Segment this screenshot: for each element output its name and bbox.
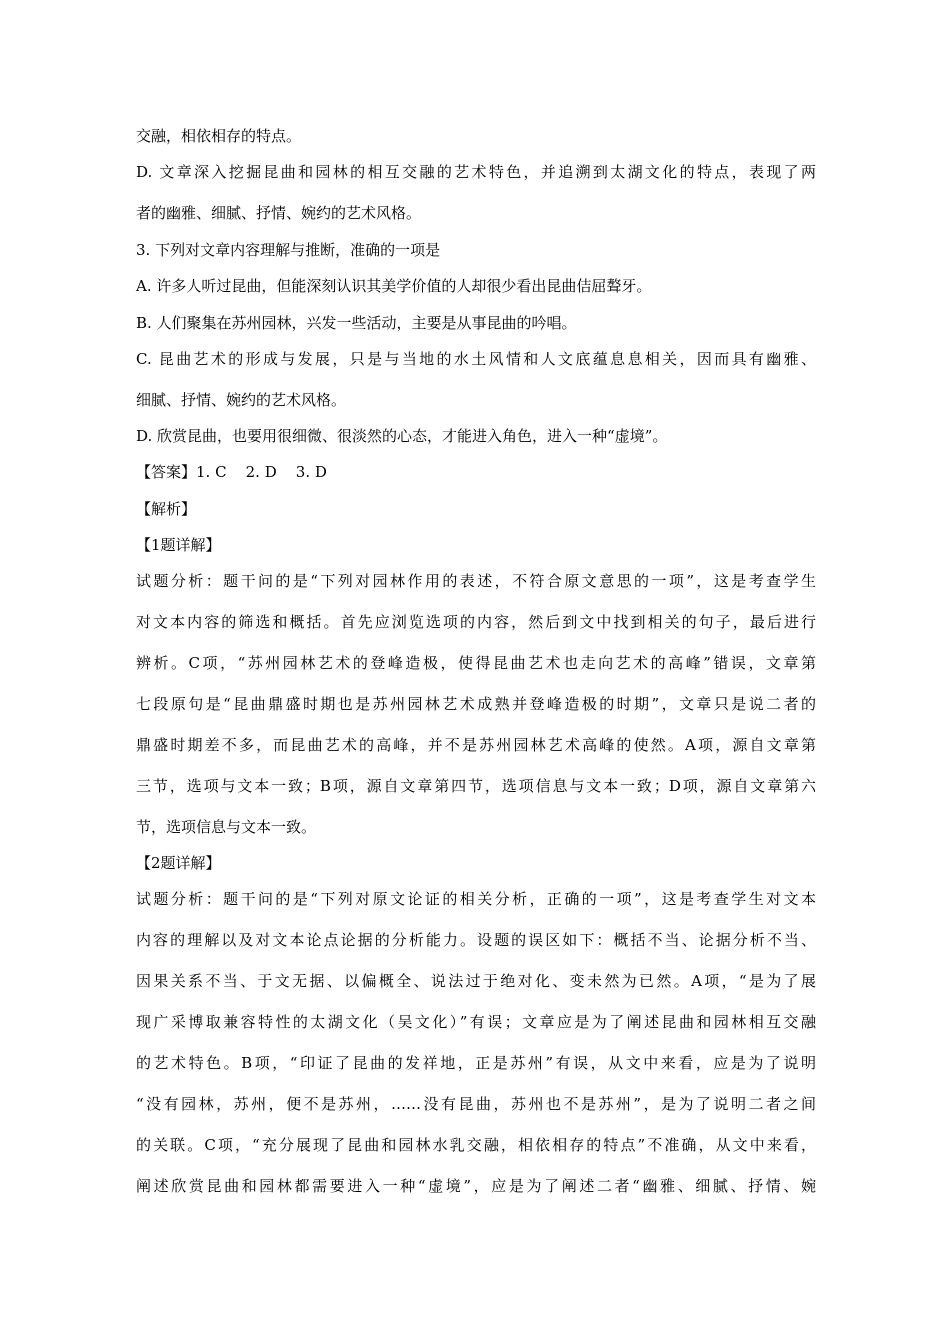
text-line: D. 文章深入挖掘昆曲和园林的相互交融的艺术特色，并追溯到太湖文化的特点，表现了两: [136, 163, 816, 181]
text-line: 者的幽雅、细腻、抒情、婉约的艺术风格。: [136, 204, 422, 222]
detail-heading-2: 【2题详解】: [136, 854, 221, 872]
option-a: A. 许多人听过昆曲，但能深刻认识其美学价值的人却很少看出昆曲佶屈聱牙。: [136, 277, 652, 295]
text-line: 的艺术特色。B项，“印证了昆曲的发祥地，正是苏州”有误，从文中来看，应是为了说明: [136, 1054, 816, 1072]
text-line: 阐述欣赏昆曲和园林都需要进入一种“虚境”，应是为了阐述二者“幽雅、细腻、抒情、婉: [136, 1177, 816, 1195]
text-line: 细腻、抒情、婉约的艺术风格。: [136, 391, 347, 409]
text-line: 的关联。C项，“充分展现了昆曲和园林水乳交融，相依相存的特点”不准确，从文中来看，: [136, 1136, 816, 1154]
option-d: D. 欣赏昆曲，也要用很细微、很淡然的心态，才能进入角色，进入一种“虚境”。: [136, 427, 668, 445]
text-line: 试题分析：题干问的是“下列对原文论证的相关分析，正确的一项”，这是考查学生对文本: [136, 890, 816, 908]
detail-heading-1: 【1题详解】: [136, 536, 221, 554]
text-line: 因果关系不当、于文无据、以偏概全、说法过于绝对化、变未然为已然。A项，“是为了展: [136, 972, 816, 990]
option-b: B. 人们聚集在苏州园林，兴发一些活动，主要是从事昆曲的吟唱。: [136, 314, 577, 332]
text-line: 对文本内容的筛选和概括。首先应浏览选项的内容，然后到文中找到相关的句子，最后进行: [136, 613, 816, 631]
option-c: C. 昆曲艺术的形成与发展，只是与当地的水土风情和人文底蕴息息相关，因而具有幽雅、: [136, 350, 816, 368]
question-title: 3. 下列对文章内容理解与推断，准确的一项是: [136, 241, 441, 259]
text-line: 鼎盛时期差不多，而昆曲艺术的高峰，并不是苏州园林艺术高峰的使然。A项，源自文章第: [136, 736, 816, 754]
text-line: 交融，相依相存的特点。: [136, 127, 302, 145]
text-line: “没有园林，苏州，便不是苏州，……没有昆曲，苏州也不是苏州”，是为了说明二者之间: [136, 1095, 816, 1113]
text-line: 试题分析：题干问的是“下列对园林作用的表述，不符合原文意思的一项”，这是考查学生: [136, 572, 816, 590]
text-line: 内容的理解以及对文本论点论据的分析能力。设题的误区如下：概括不当、论据分析不当、: [136, 931, 816, 949]
text-line: 七段原句是“昆曲鼎盛时期也是苏州园林艺术成熟并登峰造极的时期”，文章只是说二者的: [136, 695, 816, 713]
text-line: 辨析。C项，“苏州园林艺术的登峰造极，使得昆曲艺术也走向艺术的高峰”错误，文章第: [136, 654, 816, 672]
analysis-heading: 【解析】: [136, 500, 197, 518]
answer-line: 【答案】1. C 2. D 3. D: [136, 463, 327, 481]
text-line: 现广采博取兼容特性的太湖文化（吴文化）”有误；文章应是为了阐述昆曲和园林相互交融: [136, 1013, 816, 1031]
text-line: 三节，选项与文本一致；B项，源自文章第四节，选项信息与文本一致；D项，源自文章第六: [136, 777, 816, 795]
text-line: 节，选项信息与文本一致。: [136, 818, 317, 836]
